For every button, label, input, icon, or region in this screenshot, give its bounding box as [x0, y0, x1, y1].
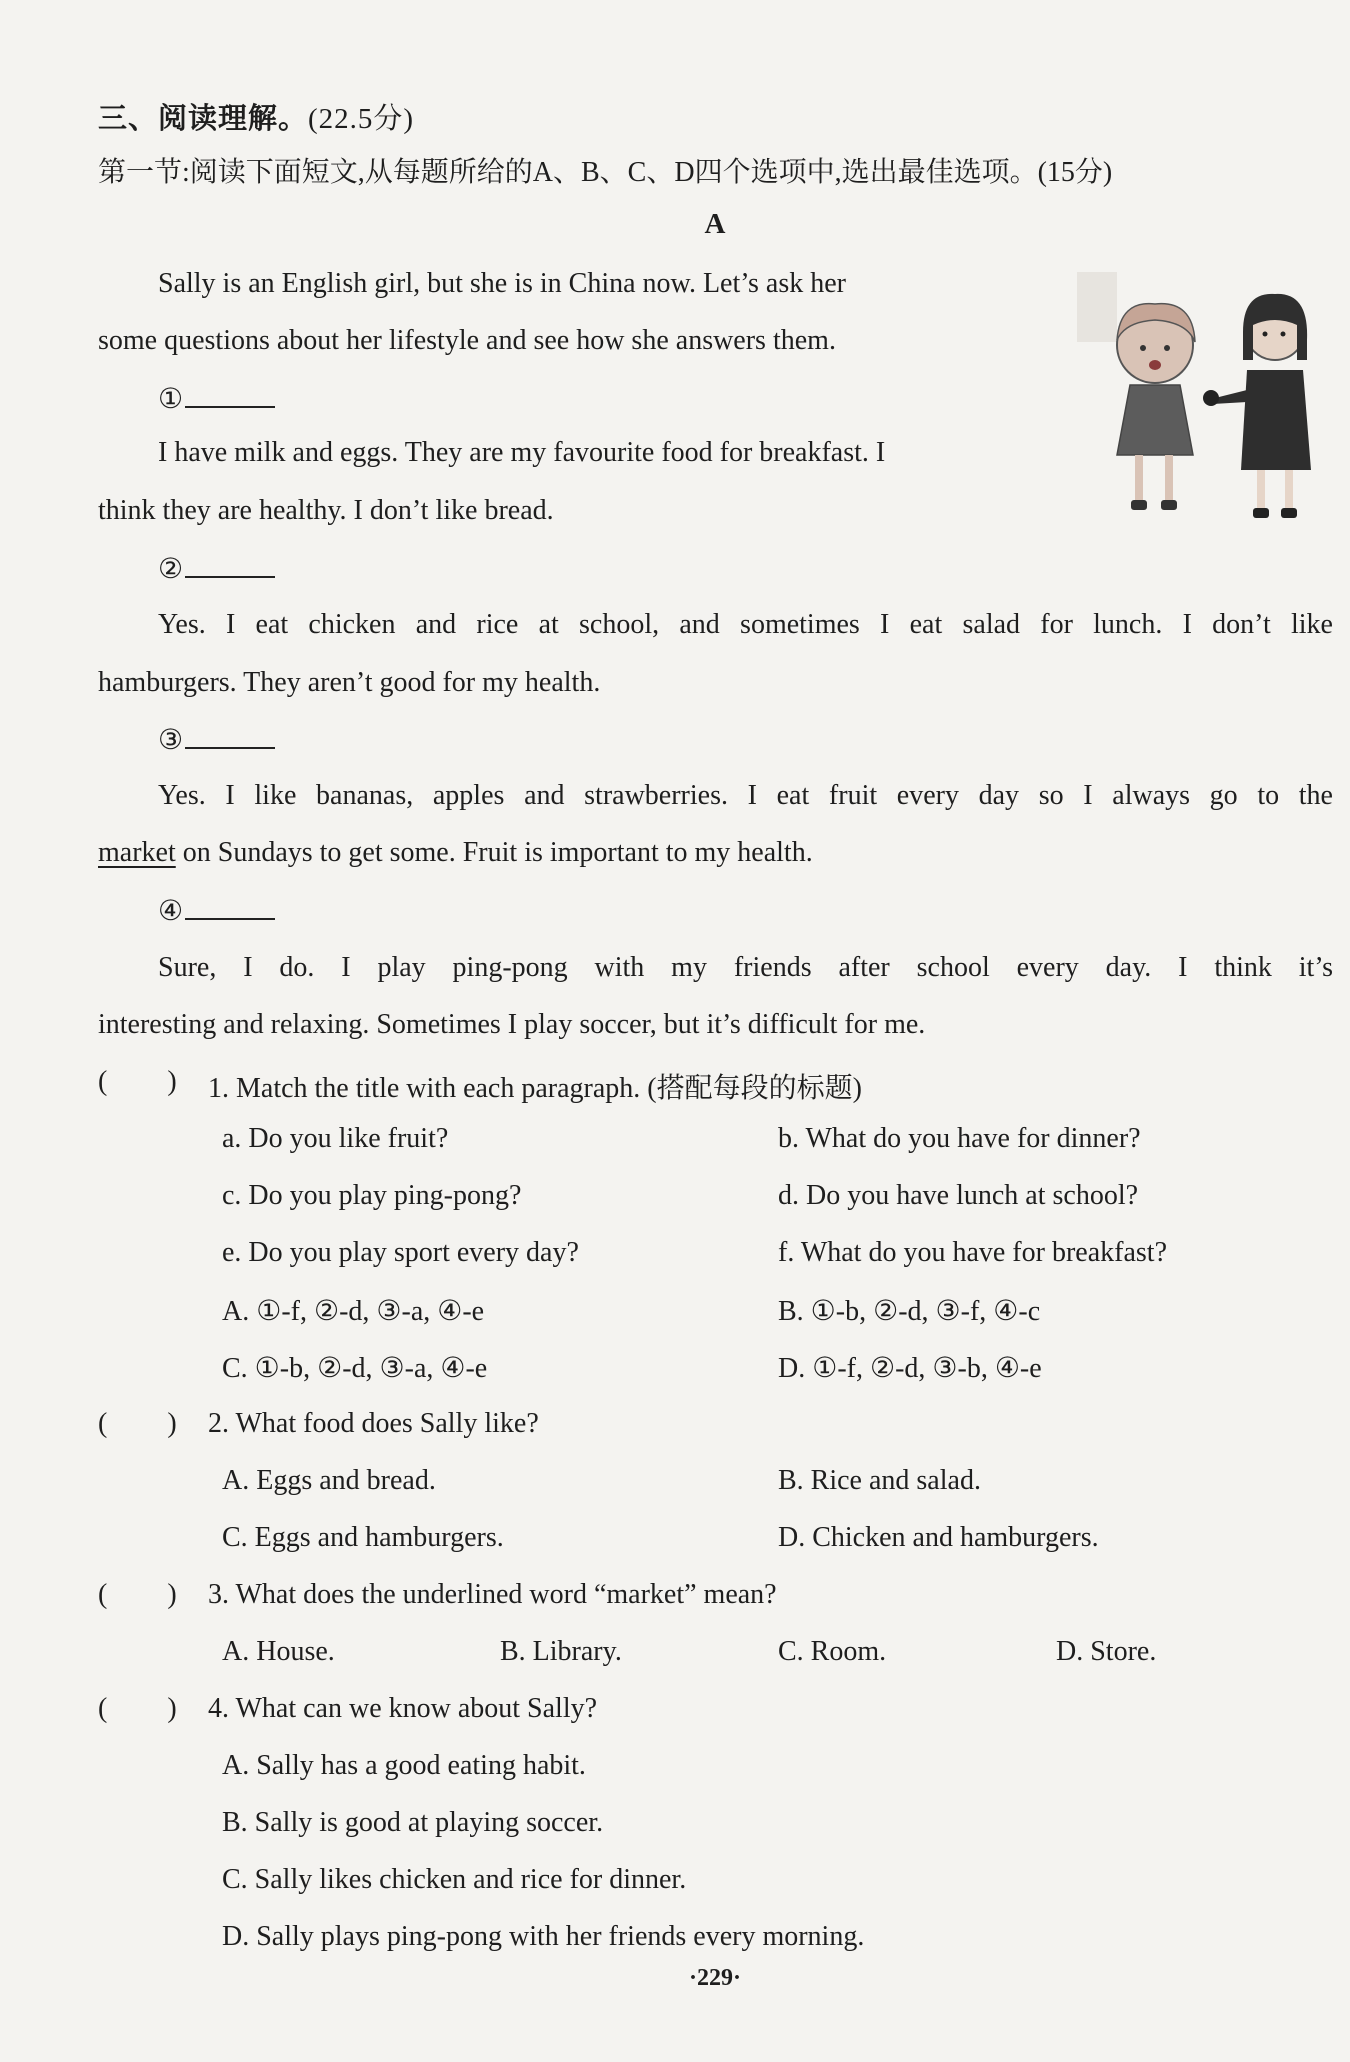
q1-option-d[interactable]: D. ①-f, ②-d, ③-b, ④-e — [778, 1353, 1042, 1384]
q1-option-b[interactable]: B. ①-b, ②-d, ③-f, ④-c — [778, 1296, 1041, 1327]
bracket-close: ) — [167, 1066, 177, 1097]
paragraph-marker-4 — [158, 894, 275, 928]
answer-bracket-2[interactable] — [98, 1408, 177, 1440]
answer-bracket-1[interactable] — [98, 1066, 177, 1098]
intro-line-2: some questions about her lifestyle and see how she answers them. — [98, 325, 836, 356]
p2-line-2: hamburgers. They aren’t good for my health. — [98, 667, 601, 698]
bracket-open: ( — [98, 1579, 108, 1610]
bracket-close: ) — [167, 1408, 177, 1439]
question-3-stem: 3. What does the underlined word “market” mean? — [208, 1579, 777, 1610]
title-blank-4 — [185, 894, 275, 920]
q4-option-d[interactable]: D. Sally plays ping-pong with her friends every morning. — [222, 1921, 865, 1952]
q1-title-a: a. Do you like fruit? — [222, 1123, 449, 1154]
q2-option-c[interactable]: C. Eggs and hamburgers. — [222, 1522, 504, 1553]
q3-option-a[interactable]: A. House. — [222, 1636, 335, 1667]
background-panel — [1077, 272, 1117, 342]
interview-illustration — [1075, 270, 1345, 540]
q1-title-c: c. Do you play ping-pong? — [222, 1180, 522, 1211]
p3-line-2 — [98, 837, 813, 869]
q3-option-c[interactable]: C. Room. — [778, 1636, 887, 1667]
paragraph-marker-3 — [158, 723, 275, 757]
marker-number-1: ① — [158, 384, 184, 415]
q4-option-a[interactable]: A. Sally has a good eating habit. — [222, 1750, 586, 1781]
bracket-open: ( — [98, 1408, 108, 1439]
question-4-stem: 4. What can we know about Sally? — [208, 1693, 598, 1724]
title-blank-2 — [185, 552, 275, 578]
title-blank-3 — [185, 723, 275, 749]
microphone-icon — [1203, 390, 1219, 406]
question-1-stem: 1. Match the title with each paragraph. (搭配每段的标题) — [208, 1073, 862, 1104]
page-number: ·229· — [688, 1965, 741, 1991]
q4-option-b[interactable]: B. Sally is good at playing soccer. — [222, 1807, 604, 1838]
q3-option-b[interactable]: B. Library. — [500, 1636, 622, 1667]
title-blank-1 — [185, 382, 275, 408]
section-title-text: 三、阅读理解。 — [98, 103, 309, 135]
bracket-close: ) — [167, 1579, 177, 1610]
q3-option-d[interactable]: D. Store. — [1056, 1636, 1157, 1667]
q1-option-c[interactable]: C. ①-b, ②-d, ③-a, ④-e — [222, 1353, 488, 1384]
reporter-figure — [1203, 294, 1311, 518]
marker-number-2: ② — [158, 554, 184, 585]
underlined-word-market: market — [98, 837, 176, 868]
q1-title-d: d. Do you have lunch at school? — [778, 1180, 1139, 1211]
p3-line-2-rest: on Sundays to get some. Fruit is important to my health. — [175, 837, 813, 868]
bracket-open: ( — [98, 1693, 108, 1724]
paragraph-marker-1 — [158, 382, 275, 416]
q4-option-c[interactable]: C. Sally likes chicken and rice for dinner. — [222, 1864, 687, 1895]
section-subtitle: 第一节:阅读下面短文,从每题所给的A、B、C、D四个选项中,选出最佳选项。(15分) — [98, 157, 1113, 188]
section-score: (22.5分) — [308, 103, 415, 135]
q1-title-b: b. What do you have for dinner? — [778, 1123, 1141, 1154]
passage-label: A — [704, 208, 726, 240]
p4-line-1: Sure, I do. I play ping-pong with my friends after school every day. I think it’s — [158, 952, 1333, 983]
p1-line-1: I have milk and eggs. They are my favourite food for breakfast. I — [158, 437, 886, 468]
q2-option-a[interactable]: A. Eggs and bread. — [222, 1465, 436, 1496]
girl-figure — [1117, 304, 1195, 510]
q2-option-d[interactable]: D. Chicken and hamburgers. — [778, 1522, 1099, 1553]
q2-option-b[interactable]: B. Rice and salad. — [778, 1465, 981, 1496]
paragraph-marker-2 — [158, 552, 275, 586]
answer-bracket-4[interactable] — [98, 1693, 177, 1725]
bracket-open: ( — [98, 1066, 108, 1097]
intro-line-1: Sally is an English girl, but she is in China now. Let’s ask her — [158, 268, 847, 299]
p4-line-2: interesting and relaxing. Sometimes I play soccer, but it’s difficult for me. — [98, 1009, 926, 1040]
p1-line-2: think they are healthy. I don’t like bread. — [98, 495, 554, 526]
section-title — [98, 96, 414, 137]
q1-title-f: f. What do you have for breakfast? — [778, 1237, 1167, 1268]
p2-line-1: Yes. I eat chicken and rice at school, and sometimes I eat salad for lunch. I don’t like — [158, 609, 1333, 640]
answer-bracket-3[interactable] — [98, 1579, 177, 1611]
q1-title-e: e. Do you play sport every day? — [222, 1237, 579, 1268]
marker-number-3: ③ — [158, 725, 184, 756]
question-2-stem: 2. What food does Sally like? — [208, 1408, 539, 1439]
q1-option-a[interactable]: A. ①-f, ②-d, ③-a, ④-e — [222, 1296, 485, 1327]
marker-number-4: ④ — [158, 896, 184, 927]
bracket-close: ) — [167, 1693, 177, 1724]
p3-line-1: Yes. I like bananas, apples and strawberries. I eat fruit every day so I always go to the — [158, 780, 1333, 811]
